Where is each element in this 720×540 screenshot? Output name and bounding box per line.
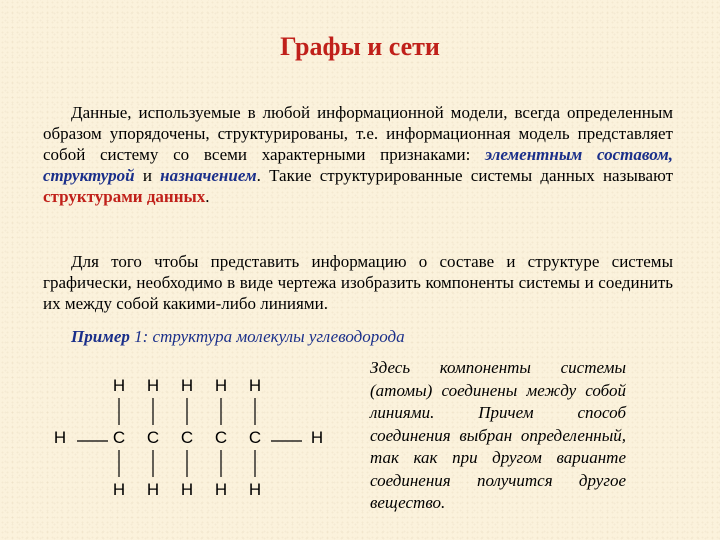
paragraph2-text: Для того чтобы представить информацию о составе и структуре системы графически, необходимо в виде чертежа изобразить компоненты системы и соединить их между собой какими-либо линиями. bbox=[43, 252, 673, 313]
paragraph1-text-b: . Такие структурированные системы данных называют bbox=[256, 166, 673, 185]
atom-label: H bbox=[146, 480, 160, 499]
term-purpose: назначением bbox=[160, 166, 257, 185]
paragraph1-text-c: . bbox=[205, 187, 210, 206]
atom-label: C bbox=[146, 428, 160, 447]
molecule-atoms bbox=[54, 376, 323, 499]
atom-label: C bbox=[248, 428, 262, 447]
atom-label: C bbox=[112, 428, 126, 447]
atom-label: H bbox=[112, 480, 126, 499]
atom-label: H bbox=[180, 480, 194, 499]
explanation-note: Здесь компоненты системы (атомы) соединены между собой линиями. Причем способ соединения выбран определенный, так как при другом варианте соединения получится другое вещество. bbox=[370, 358, 626, 512]
example-label: Пример bbox=[71, 327, 130, 346]
atom-label: H bbox=[310, 428, 324, 447]
atom-label: C bbox=[180, 428, 194, 447]
slide-title: Графы и сети bbox=[280, 32, 440, 61]
example-text: : структура молекулы углеводорода bbox=[142, 327, 405, 346]
term-data-structures: структурами данных bbox=[43, 187, 206, 206]
paragraph1-text-a: Данные, используемые в любой информационной модели, всегда определенным образом упорядочены, структурированы, т.е. информационная модель представляет собой систему со всеми характерными признаками: bbox=[43, 103, 673, 164]
atom-label: H bbox=[214, 480, 228, 499]
atom-label: H bbox=[248, 376, 262, 395]
atom-label: H bbox=[248, 480, 262, 499]
term-composition-structure: элементным составом, структурой bbox=[43, 145, 673, 185]
atom-label: H bbox=[112, 376, 126, 395]
atom-label: H bbox=[146, 376, 160, 395]
paragraph1-and: и bbox=[134, 166, 161, 185]
example-number: 1 bbox=[134, 327, 143, 346]
atom-label: H bbox=[214, 376, 228, 395]
atom-label: H bbox=[53, 428, 67, 447]
atom-label: C bbox=[214, 428, 228, 447]
atom-label: H bbox=[180, 376, 194, 395]
